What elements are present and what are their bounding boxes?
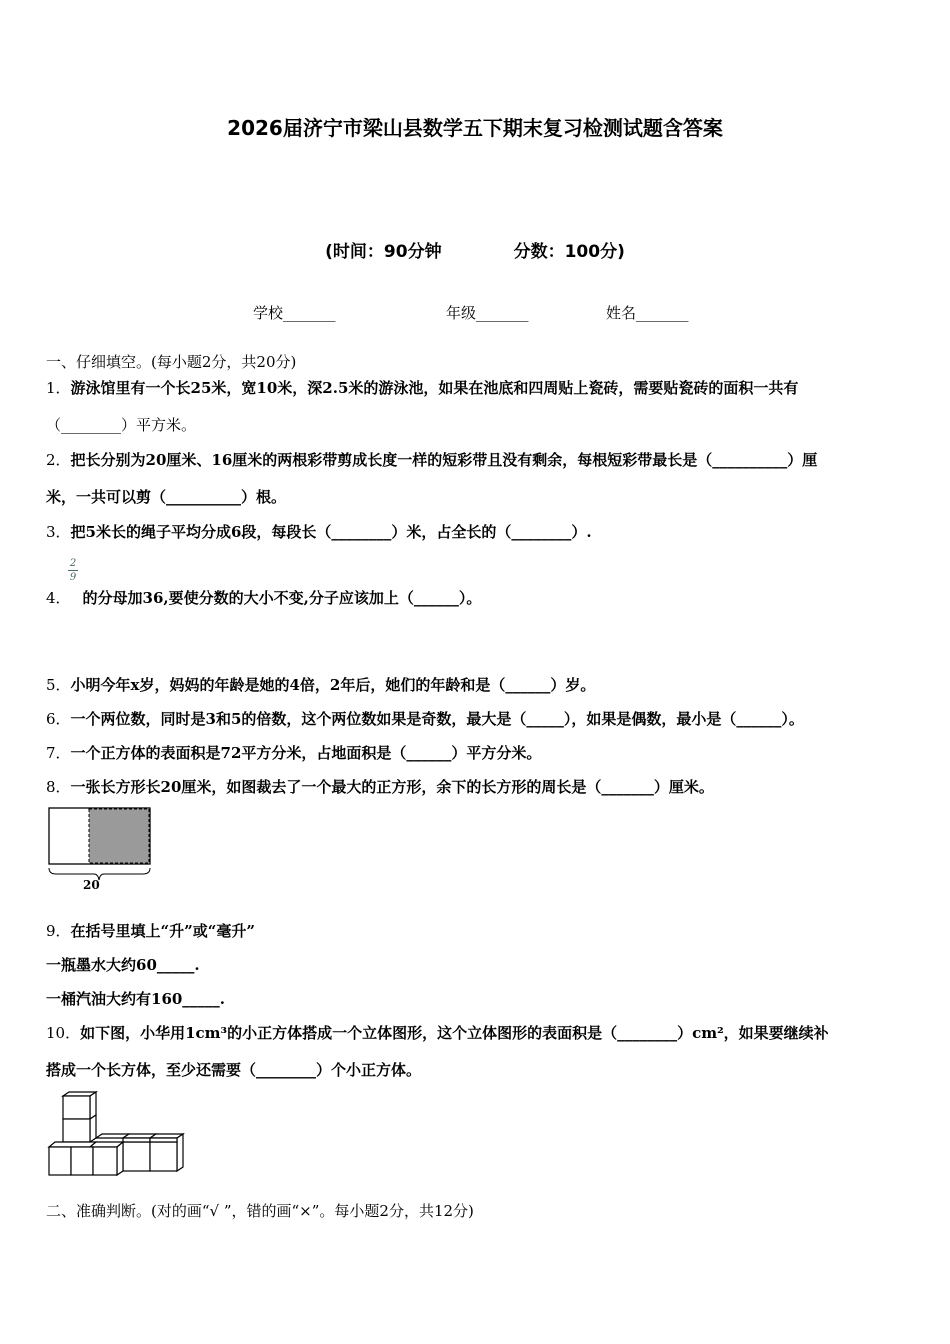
cube-front <box>63 1096 90 1119</box>
cube-edge <box>150 1138 177 1142</box>
question-text: 一张长方形长20厘米，如图裁去了一个最大的正方形，余下的长方形的周长是（_______）厘米。 <box>70 778 714 796</box>
question-number: 4． <box>46 589 71 607</box>
question-2 <box>46 449 817 470</box>
section-1-heading: 一、仔细填空。(每小题2分，共20分) <box>46 353 297 371</box>
question-number: 1． <box>46 379 71 397</box>
question-4 <box>46 587 481 608</box>
question-text: 的分母加36,要使分数的大小不变,分子应该加上（______）。 <box>82 589 482 607</box>
question-8 <box>46 776 714 797</box>
question-number: 6． <box>46 710 71 728</box>
cube-front <box>49 1147 71 1175</box>
question-number: 2． <box>46 451 71 469</box>
question-9-item-2: 一桶汽油大约有160_____. <box>46 990 226 1008</box>
question-number: 7． <box>46 744 71 762</box>
school-field: 学校_______ <box>253 304 336 322</box>
question-10 <box>46 1022 829 1043</box>
fraction-denominator: 9 <box>69 572 77 583</box>
question-text: 小明今年x岁，妈妈的年龄是她的4倍，2年后，她们的年龄和是（______）岁。 <box>70 676 596 694</box>
cube-front <box>93 1147 117 1175</box>
score-label: 分数：100分) <box>513 242 625 262</box>
question-number: 10． <box>46 1024 81 1042</box>
cube-front <box>71 1147 93 1175</box>
figure-length-label: 20 <box>83 878 100 892</box>
page-title: 2026届济宁市梁山县数学五下期末复习检测试题含答案 <box>227 116 723 140</box>
cube-figure <box>46 1090 191 1178</box>
exam-meta <box>0 237 950 262</box>
question-7 <box>46 742 541 763</box>
cube-edge <box>123 1138 150 1142</box>
question-1 <box>46 377 798 398</box>
time-label: (时间：90分钟 <box>325 242 442 262</box>
question-number: 8． <box>46 778 71 796</box>
question-text: 游泳馆里有一个长25米，宽10米，深2.5米的游泳池，如果在池底和四周贴上瓷砖，需要贴瓷砖的面积一共有 <box>70 379 799 397</box>
question-text: 把长分别为20厘米、16厘米的两根彩带剪成长度一样的短彩带且没有剩余，每根短彩带最长是（__________）厘 <box>70 451 818 469</box>
cube-side <box>117 1142 123 1175</box>
cube-top <box>49 1142 96 1147</box>
question-number: 9． <box>46 922 71 940</box>
rectangle-diagram <box>46 806 156 892</box>
question-number: 3． <box>46 523 71 541</box>
question-2-cont: 米，一共可以剪（__________）根。 <box>46 488 287 506</box>
cube-front <box>63 1119 90 1142</box>
question-text: 如下图，小华用1cm³的小正方体搭成一个立体图形，这个立体图形的表面积是（________）cm²，如果要继续补 <box>80 1024 829 1042</box>
question-text: 在括号里填上“升”或“毫升” <box>70 922 256 940</box>
cube-front <box>150 1142 177 1171</box>
cube-side <box>177 1134 183 1171</box>
section-2-heading: 二、准确判断。(对的画“√ ”，错的画“×”。每小题2分，共12分) <box>46 1202 474 1220</box>
grade-field: 年级_______ <box>446 304 529 322</box>
question-9-item-1: 一瓶墨水大约60_____. <box>46 956 200 974</box>
question-6 <box>46 708 804 729</box>
question-3 <box>46 521 592 542</box>
question-10-cont: 搭成一个长方体，至少还需要（________）个小正方体。 <box>46 1061 422 1079</box>
question-9 <box>46 920 255 941</box>
fraction-numerator: 2 <box>69 558 77 569</box>
question-number: 5． <box>46 676 71 694</box>
cut-square <box>89 809 149 863</box>
cube-stack-diagram <box>46 1090 191 1178</box>
question-5 <box>46 674 595 695</box>
cube-front <box>123 1142 150 1171</box>
fraction-2-9 <box>68 558 78 583</box>
question-text: 一个正方体的表面积是72平方分米，占地面积是（______）平方分米。 <box>70 744 542 762</box>
question-text: 一个两位数，同时是3和5的倍数，这个两位数如果是奇数，最大是（_____），如果是偶数，最小是（______）。 <box>70 710 804 728</box>
rectangle-figure <box>46 806 156 892</box>
question-1-cont: （________）平方米。 <box>46 416 197 434</box>
name-field: 姓名_______ <box>606 304 689 322</box>
question-text: 把5米长的绳子平均分成6段，每段长（________）米，占全长的（________）. <box>70 523 592 541</box>
